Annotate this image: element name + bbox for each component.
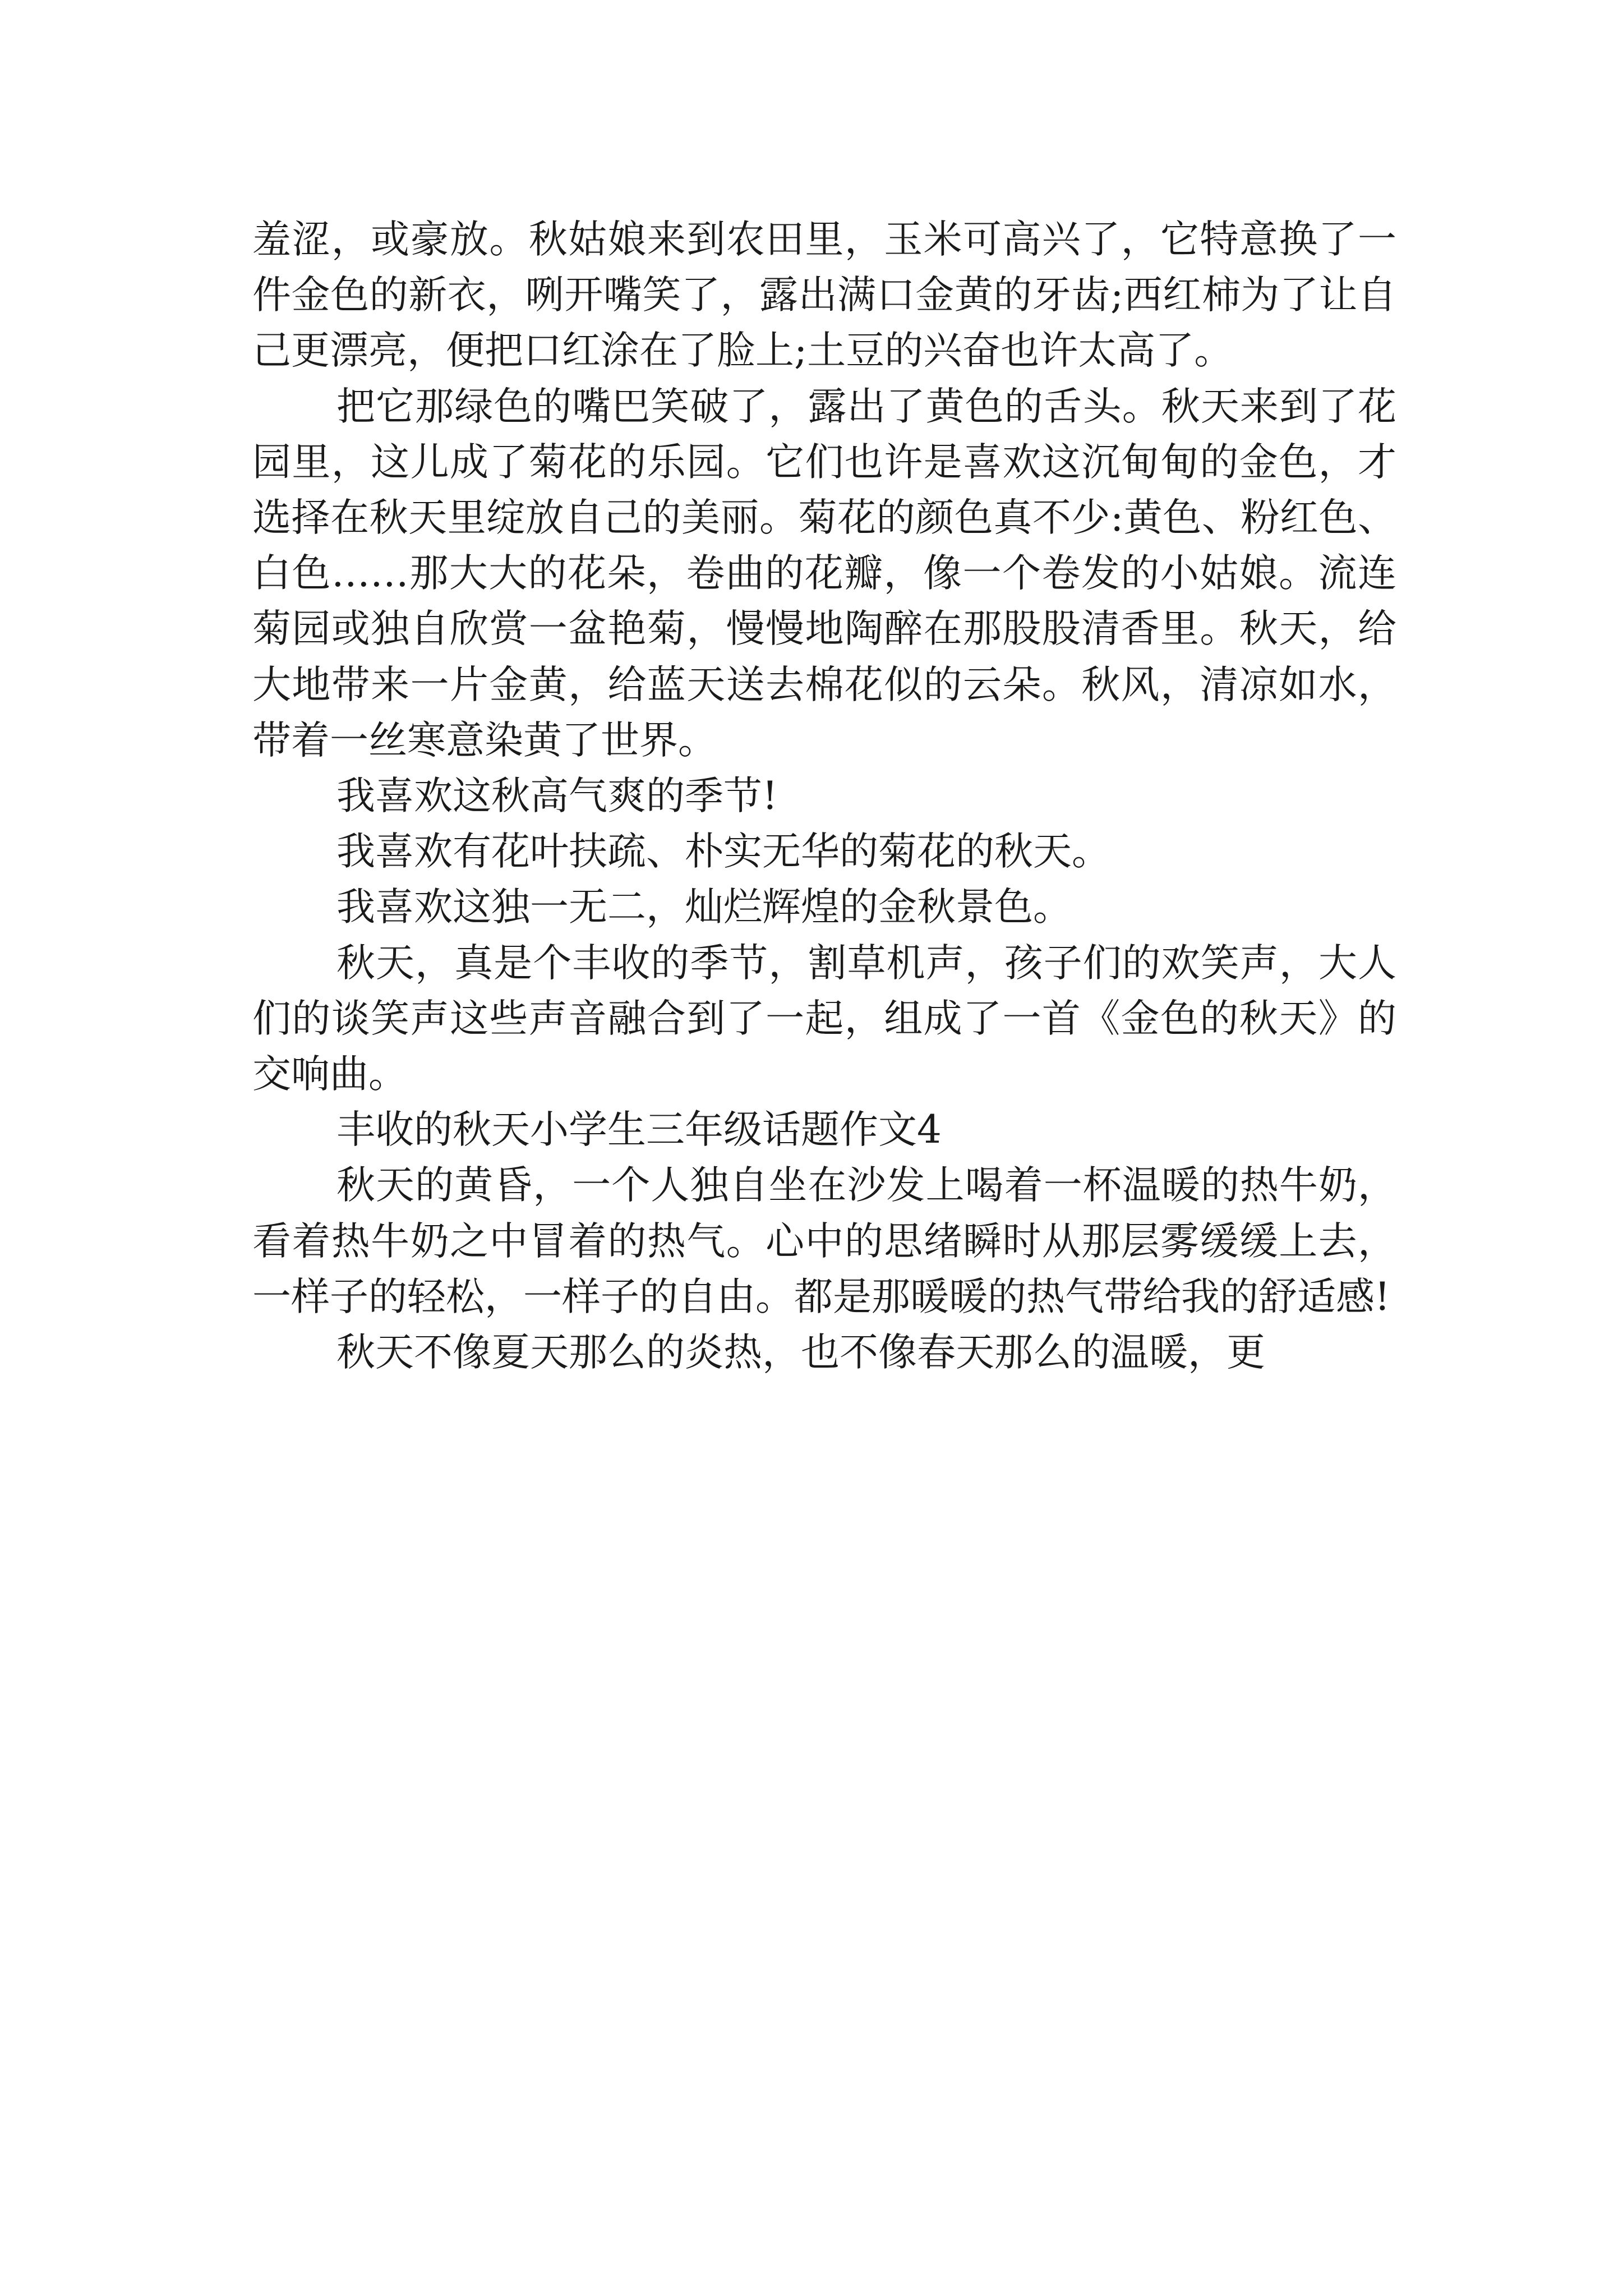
paragraph: 把它那绿色的嘴巴笑破了，露出了黄色的舌头。秋天来到了花园里，这儿成了菊花的乐园。它们也许是喜欢这沉甸甸的金色，才选择在秋天里绽放自己的美丽。菊花的颜色真不少:黄色、粉红色、白色……那大大的花朵，卷曲的花瓣，像一个卷发的小姑娘。流连菊园或独自欣赏一盆艳菊，慢慢地陶醉在那股股清香里。秋天，给大地带来一片金黄，给蓝天送去棉花似的云朵。秋风，清凉如水，带着一丝寒意染黄了世界。 <box>252 384 1396 763</box>
paragraph: 秋天不像夏天那么的炎热，也不像春天那么的温暖，更 <box>336 1330 1265 1375</box>
paragraph: 秋天的黄昏，一个人独自坐在沙发上喝着一杯温暖的热牛奶，看着热牛奶之中冒着的热气。心中的思绪瞬时从那层雾缓缓上去，一样子的轻松，一样子的自由。都是那暖暖的热气带给我的舒适感! <box>252 1163 1396 1319</box>
paragraph: 我喜欢这独一无二，灿烂辉煌的金秋景色。 <box>336 885 1072 930</box>
paragraph: 我喜欢有花叶扶疏、朴实无华的菊花的秋天。 <box>336 829 1110 875</box>
paragraph: 我喜欢这秋高气爽的季节! <box>336 774 778 819</box>
document-body <box>252 212 1396 1381</box>
paragraph-continued: 羞涩，或豪放。秋姑娘来到农田里，玉米可高兴了，它特意换了一件金色的新衣，咧开嘴笑了，露出满口金黄的牙齿;西红柿为了让自己更漂亮，便把口红涂在了脸上;土豆的兴奋也许太高了。 <box>252 217 1396 374</box>
section-heading: 丰收的秋天小学生三年级话题作文4 <box>336 1107 942 1153</box>
paragraph: 秋天，真是个丰收的季节，割草机声，孩子们的欢笑声，大人们的谈笑声这些声音融合到了一起，组成了一首《金色的秋天》的交响曲。 <box>252 940 1396 1097</box>
